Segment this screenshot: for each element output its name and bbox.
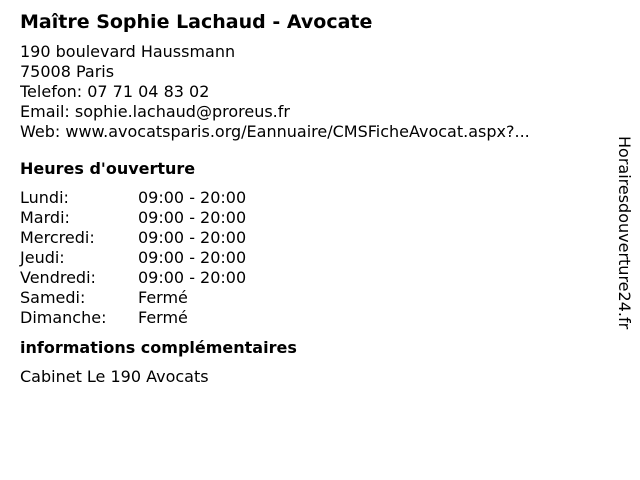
- hours-time: 09:00 - 20:00: [138, 208, 247, 227]
- hours-time: 09:00 - 20:00: [138, 228, 247, 247]
- hours-day: Mercredi:: [20, 228, 95, 247]
- website-link[interactable]: Web: www.avocatsparis.org/Eannuaire/CMSFicheAvocat.aspx?...: [20, 122, 530, 141]
- hours-time: 09:00 - 20:00: [138, 188, 247, 207]
- business-card: [20, 10, 600, 387]
- hours-day: Vendredi:: [20, 268, 96, 287]
- street-address: 190 boulevard Haussmann: [20, 42, 236, 61]
- hours-day: Dimanche:: [20, 308, 107, 327]
- hours-time: Fermé: [138, 288, 188, 307]
- hours-row-friday: [20, 268, 600, 288]
- hours-table: [20, 188, 600, 328]
- email-address: Email: sophie.lachaud@proreus.fr: [20, 102, 290, 121]
- hours-heading: Heures d'ouverture: [20, 159, 196, 178]
- hours-time: Fermé: [138, 308, 188, 327]
- hours-row-thursday: [20, 248, 600, 268]
- page-title: Maître Sophie Lachaud - Avocate: [20, 11, 373, 33]
- address-block: [20, 42, 600, 142]
- phone-number: Telefon: 07 71 04 83 02: [20, 82, 210, 101]
- hours-row-tuesday: [20, 208, 600, 228]
- extra-info-heading: informations complémentaires: [20, 338, 297, 357]
- extra-info-text: Cabinet Le 190 Avocats: [20, 367, 209, 386]
- hours-time: 09:00 - 20:00: [138, 248, 247, 267]
- hours-row-saturday: [20, 288, 600, 308]
- hours-row-sunday: [20, 308, 600, 328]
- hours-row-wednesday: [20, 228, 600, 248]
- hours-time: 09:00 - 20:00: [138, 268, 247, 287]
- hours-day: Lundi:: [20, 188, 69, 207]
- hours-day: Mardi:: [20, 208, 70, 227]
- hours-day: Samedi:: [20, 288, 86, 307]
- hours-row-monday: [20, 188, 600, 208]
- site-watermark: Horairesdouverture24.fr: [615, 136, 634, 330]
- city-address: 75008 Paris: [20, 62, 115, 81]
- hours-day: Jeudi:: [20, 248, 65, 267]
